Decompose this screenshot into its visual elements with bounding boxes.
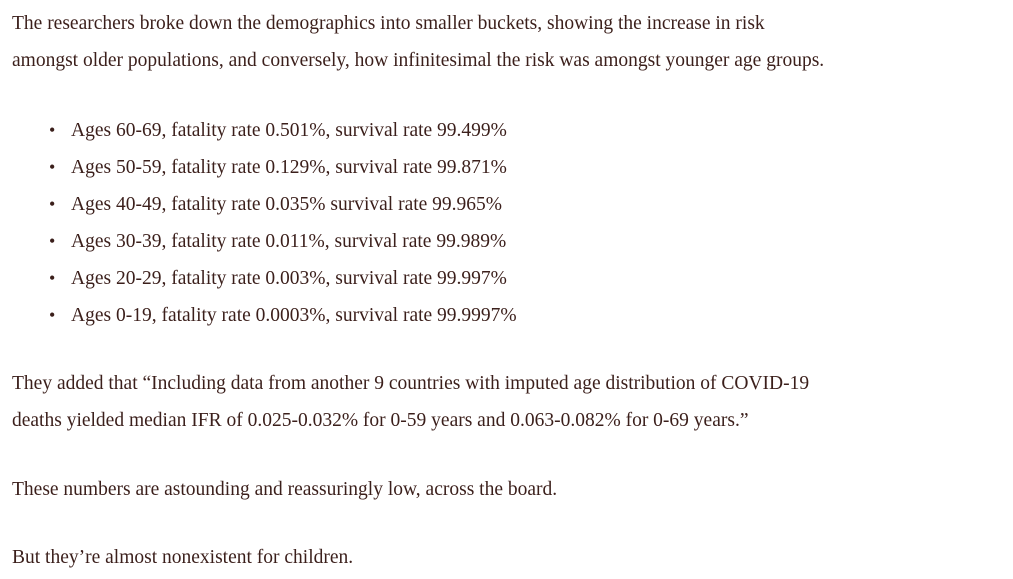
low-numbers-paragraph: These numbers are astounding and reassuringly low, across the board. <box>12 479 558 500</box>
quote-line-2: deaths yielded median IFR of 0.025-0.032% for 0-59 years and 0.063-0.082% for 0-69 years.” <box>12 410 749 431</box>
list-item <box>0 297 517 334</box>
list-item-text: Ages 0-19, fatality rate 0.0003%, survival rate 99.9997% <box>71 305 517 326</box>
bullet-icon: • <box>49 120 56 140</box>
intro-paragraph <box>12 5 1005 79</box>
children-paragraph: But they’re almost nonexistent for children. <box>12 547 354 568</box>
list-item-text: Ages 30-39, fatality rate 0.011%, survival rate 99.989% <box>71 231 507 252</box>
bullet-icon: • <box>49 194 56 214</box>
bullet-icon: • <box>49 157 56 177</box>
list-item <box>0 186 517 223</box>
bullet-icon: • <box>49 305 56 325</box>
age-stats-list <box>0 112 517 334</box>
bullet-icon: • <box>49 231 56 251</box>
list-item-text: Ages 20-29, fatality rate 0.003%, survival rate 99.997% <box>71 268 507 289</box>
list-item <box>0 149 517 186</box>
list-item-text: Ages 40-49, fatality rate 0.035% survival rate 99.965% <box>71 194 503 215</box>
list-item <box>0 112 517 149</box>
bullet-icon: • <box>49 268 56 288</box>
intro-line-2: amongst older populations, and conversely, how infinitesimal the risk was amongst younger age groups. <box>12 50 825 71</box>
list-item <box>0 223 517 260</box>
list-item-text: Ages 50-59, fatality rate 0.129%, survival rate 99.871% <box>71 157 507 178</box>
list-item-text: Ages 60-69, fatality rate 0.501%, survival rate 99.499% <box>71 120 507 141</box>
list-item <box>0 260 517 297</box>
quote-paragraph <box>12 365 1005 439</box>
intro-line-1: The researchers broke down the demographics into smaller buckets, showing the increase in risk <box>12 13 765 34</box>
quote-line-1: They added that “Including data from another 9 countries with imputed age distribution of COVID-19 <box>12 373 810 394</box>
